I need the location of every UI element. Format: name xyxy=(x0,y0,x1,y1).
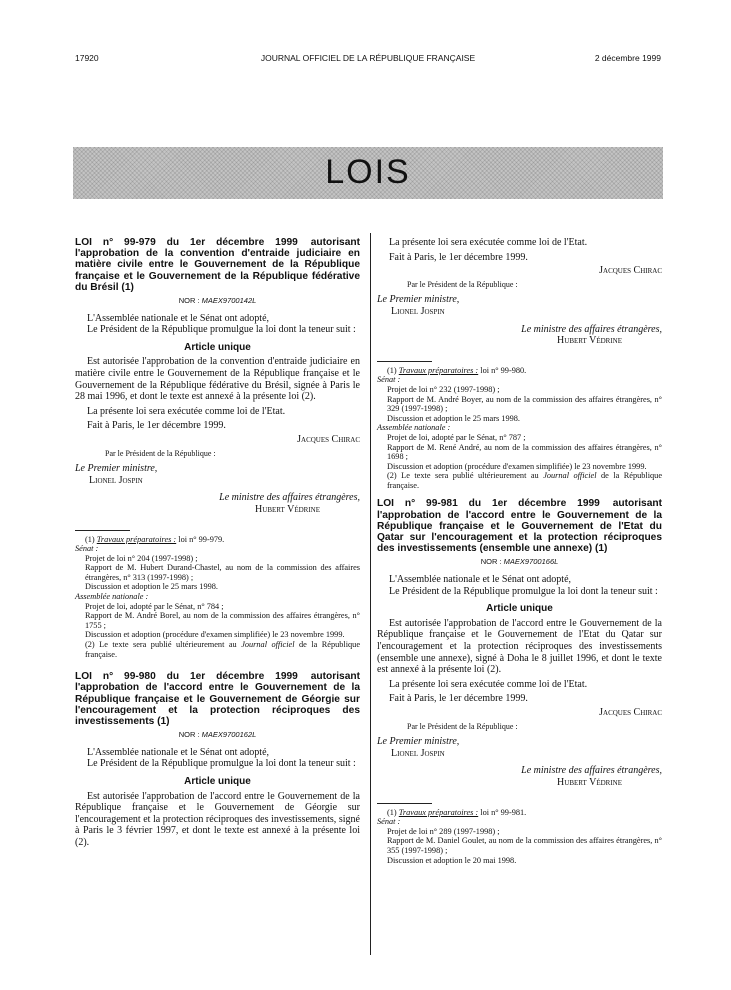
note-line: Projet de loi, adopté par le Sénat, n° 784 ; xyxy=(85,601,224,611)
note-line: Discussion et adoption le 20 mai 1998. xyxy=(387,855,517,865)
travaux-preparatoires-label: Travaux préparatoires : xyxy=(398,807,479,817)
article-text: Est autorisée l'approbation de la convention d'entraide judiciaire en matière civile entre le Gouvernement de la République française et le Gouvernement de la République fédérative du Brésil, signée à Paris le 28 mai 1996, et dont le texte est annexé à la présente loi (2). xyxy=(75,356,360,403)
nor-reference: NOR : MAEX9700162L xyxy=(178,730,257,740)
done-clause: Fait à Paris, le 1er décembre 1999. xyxy=(87,420,226,432)
prime-minister-name: Lionel Jospin xyxy=(89,474,143,486)
law-intro-promulgation: Le Président de la République promulgue la loi dont la teneur suit : xyxy=(87,758,356,770)
senat-label: Sénat : xyxy=(377,817,401,827)
right-column xyxy=(377,237,662,865)
journal-title: JOURNAL OFFICIEL DE LA RÉPUBLIQUE FRANÇAISE xyxy=(260,53,476,63)
law-notes: (1) Travaux préparatoires : loi n° 99-979. Sénat : Projet de loi n° 204 (1997-1998) ; Rapport de M. Hubert Durand-Chastel, au nom de la commission des affaires étrangères, n° 313 (1997-1998) ; Discussion et adoption le 25 mars 1998. Assemblée nationale : Projet de loi, adopté par le Sénat, n° 784 ; Rapport de M. André Borel, au nom de la commission des affaires étrangères, n° 1755 ; Discussion et adoption (procédure d'examen simplifiée) le 23 novembre 1999. (2) Le texte sera publié ultérieurement au Journal officiel de la République française. xyxy=(75,534,361,659)
law-intro-promulgation: Le Président de la République promulgue la loi dont la teneur suit : xyxy=(389,585,658,597)
note-line: Projet de loi n° 232 (1997-1998) ; xyxy=(387,384,500,394)
law-title xyxy=(75,671,360,727)
notes-separator xyxy=(377,361,432,362)
article-heading: Article unique xyxy=(486,603,553,615)
note-line: Projet de loi, adopté par le Sénat, n° 787 ; xyxy=(387,432,526,442)
note-2: (2) Le texte sera publié ultérieurement au Journal officiel de la République française. xyxy=(85,640,361,659)
countersign-intro: Par le Président de la République : xyxy=(105,448,216,458)
note-line: Discussion et adoption le 25 mars 1998. xyxy=(85,582,218,592)
note-line: Discussion et adoption (procédure d'examen simplifiée) le 23 novembre 1999. xyxy=(387,461,647,471)
law-subject: autorisant l'approbation de la convention d'entraide judiciaire en matière civile entre le Gouvernement de la République française et le Gouvernement de la République fédérative du Brésil (1) xyxy=(75,237,360,293)
prime-minister-name: Lionel Jospin xyxy=(391,305,445,317)
travaux-preparatoires-label: Travaux préparatoires : xyxy=(96,534,177,544)
execution-clause: La présente loi sera exécutée comme loi de l'Etat. xyxy=(87,405,286,417)
note-2: (2) Le texte sera publié ultérieurement au Journal officiel de la République française. xyxy=(387,471,663,490)
note-line: Projet de loi n° 204 (1997-1998) ; xyxy=(85,553,198,563)
note-line: Rapport de M. André Boyer, au nom de la commission des affaires étrangères, n° 329 (1997-1998) ; xyxy=(387,394,662,414)
foreign-minister-title: Le ministre des affaires étrangères, xyxy=(219,492,360,504)
president-signature: Jacques Chirac xyxy=(599,265,662,277)
section-banner-label: LOIS xyxy=(325,153,411,191)
page-header xyxy=(75,53,661,67)
article-heading: Article unique xyxy=(184,341,251,353)
senat-label: Sénat : xyxy=(75,544,99,554)
execution-clause: La présente loi sera exécutée comme loi de l'Etat. xyxy=(389,237,588,248)
law-subject: autorisant l'approbation de l'accord entre le Gouvernement de la République française et le Gouvernement de Géorgie sur l'encouragement et la protection réciproques des investissements (1) xyxy=(75,671,360,728)
assemblee-label: Assemblée nationale : xyxy=(377,423,451,433)
section-banner xyxy=(73,147,663,199)
nor-reference: NOR : MAEX9700166L xyxy=(480,557,559,567)
prime-minister-title: Le Premier ministre, xyxy=(377,736,460,748)
law-intro-adoption: L'Assemblée nationale et le Sénat ont adopté, xyxy=(389,574,572,586)
law-intro-adoption: L'Assemblée nationale et le Sénat ont adopté, xyxy=(87,312,270,324)
president-signature: Jacques Chirac xyxy=(599,707,662,719)
senat-label: Sénat : xyxy=(377,375,401,385)
issue-date: 2 décembre 1999 xyxy=(594,53,661,63)
prime-minister-title: Le Premier ministre, xyxy=(75,463,158,475)
law-99-980-continued xyxy=(377,237,662,490)
law-notes: (1) Travaux préparatoires : loi n° 99-981. Sénat : Projet de loi n° 289 (1997-1998) ; Rapport de M. Daniel Goulet, au nom de la commission des affaires étrangères, n° 355 (1997-1998) ; Discussion et adoption le 20 mai 1998. xyxy=(377,807,662,865)
law-99-980 xyxy=(75,671,360,848)
foreign-minister-title: Le ministre des affaires étrangères, xyxy=(521,323,662,335)
execution-clause: La présente loi sera exécutée comme loi de l'Etat. xyxy=(389,678,588,690)
countersign-intro: Par le Président de la République : xyxy=(407,721,518,731)
law-title xyxy=(75,237,360,293)
law-notes: (1) Travaux préparatoires : loi n° 99-980. Sénat : Projet de loi n° 232 (1997-1998) ; Rapport de M. André Boyer, au nom de la commission des affaires étrangères, n° 329 (1997-1998) ; Discussion et adoption le 25 mars 1998. Assemblée nationale : Projet de loi, adopté par le Sénat, n° 787 ; Rapport de M. René André, au nom de la commission des affaires étrangères, n° 1698 ; Discussion et adoption (procédure d'examen simplifiée) le 23 novembre 1999. (2) Le texte sera publié ultérieurement au Journal officiel de la République française. xyxy=(377,365,663,490)
foreign-minister-title: Le ministre des affaires étrangères, xyxy=(521,765,662,777)
column-divider xyxy=(370,233,371,955)
president-signature: Jacques Chirac xyxy=(297,433,360,445)
nor-reference: NOR : MAEX9700142L xyxy=(178,296,257,306)
left-column xyxy=(75,237,360,849)
note-line: Projet de loi n° 289 (1997-1998) ; xyxy=(387,826,500,836)
note-line: Discussion et adoption le 25 mars 1998. xyxy=(387,413,520,423)
note-line: Rapport de M. René André, au nom de la commission des affaires étrangères, n° 1698 ; xyxy=(387,442,662,462)
prime-minister-title: Le Premier ministre, xyxy=(377,294,460,306)
page-number: 17920 xyxy=(75,53,99,63)
assemblee-label: Assemblée nationale : xyxy=(75,592,149,602)
travaux-preparatoires-label: Travaux préparatoires : xyxy=(398,365,479,375)
foreign-minister-name: Hubert Védrine xyxy=(557,335,622,347)
law-subject: autorisant l'approbation de l'accord entre le Gouvernement de la République française et le Gouvernement de l'Etat du Qatar sur l'encouragement et la protection réciproques des investissements (ensemble une annexe) (1) xyxy=(377,498,662,555)
note-line: Rapport de M. André Borel, au nom de la commission des affaires étrangères, n° 1755 ; xyxy=(85,611,360,630)
foreign-minister-name: Hubert Védrine xyxy=(557,776,622,788)
law-number: LOI n° 99-980 du 1er décembre 1999 xyxy=(75,671,298,683)
note-line: Discussion et adoption (procédure d'examen simplifiée) le 23 novembre 1999. xyxy=(85,630,345,640)
notes-separator xyxy=(377,803,432,804)
note-line: Rapport de M. Daniel Goulet, au nom de la commission des affaires étrangères, n° 355 (1997-1998) ; xyxy=(387,836,662,855)
law-number: LOI n° 99-981 du 1er décembre 1999 xyxy=(377,498,600,510)
prime-minister-name: Lionel Jospin xyxy=(391,747,445,759)
law-number: LOI n° 99-979 du 1er décembre 1999 xyxy=(75,237,298,248)
countersign-intro: Par le Président de la République : xyxy=(407,279,518,289)
law-99-979 xyxy=(75,237,360,659)
done-clause: Fait à Paris, le 1er décembre 1999. xyxy=(389,693,528,705)
law-intro-promulgation: Le Président de la République promulgue la loi dont la teneur suit : xyxy=(87,324,356,336)
foreign-minister-name: Hubert Védrine xyxy=(255,503,320,515)
done-clause: Fait à Paris, le 1er décembre 1999. xyxy=(389,251,528,263)
note-line: Rapport de M. Hubert Durand-Chastel, au nom de la commission des affaires étrangères, n° 313 (1997-1998) ; xyxy=(85,563,360,582)
law-intro-adoption: L'Assemblée nationale et le Sénat ont adopté, xyxy=(87,746,270,758)
article-heading: Article unique xyxy=(184,776,251,788)
law-99-981 xyxy=(377,498,662,865)
notes-separator xyxy=(75,530,130,531)
law-title xyxy=(377,498,662,554)
article-text: Est autorisée l'approbation de l'accord entre le Gouvernement de la République française et le Gouvernement de l'Etat du Qatar sur l'encouragement et la protection réciproques des investissements (ensemble une annexe), signé à Doha le 8 juillet 1996, et dont le texte est annexé à la présente loi (2). xyxy=(377,617,662,676)
article-text: Est autorisée l'approbation de l'accord entre le Gouvernement de la République française et le Gouvernement de Géorgie sur l'encouragement et la protection réciproques des investissements, signé à Paris le 3 février 1997, et dont le texte est annexé à la présente loi (2). xyxy=(75,790,360,848)
